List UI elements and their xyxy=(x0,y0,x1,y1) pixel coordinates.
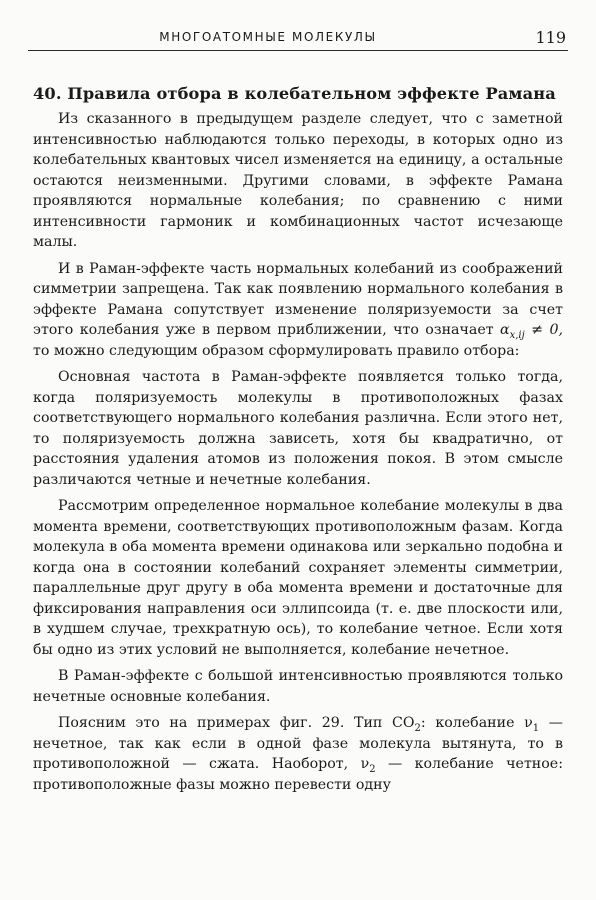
co2-subscript: 2 xyxy=(414,722,421,734)
paragraph-6-text-a: Поясним это на примерах фиг. 29. Тип CO xyxy=(58,715,415,731)
paragraph-6 xyxy=(33,713,563,795)
nu2-subscript: 2 xyxy=(369,763,376,775)
paragraph-6-text-d: — колебание четное: противоположные фазы можно перевести одну xyxy=(33,756,563,793)
paragraph-2-text-a: И в Раман-эффекте часть нормальных колебаний из соображений симметрии запрещена. Так как появлению нормального колебания в эффекте Рамана сопутствует изменение поляризуемости за счет этого колебания уже в первом приближении, что означает xyxy=(33,260,563,338)
paragraph-3: Основная частота в Раман-эффекте появляется только тогда, когда поляризуемость молекулы в противоположных фазах соответствующего нормального колебания различна. Если этого нет, то поляризуемость должна зависеть, хотя бы квадратично, от расстояния удаления атомов из положения покоя. В этом смысле различаются четные и нечетные колебания. xyxy=(33,369,563,488)
running-title: МНОГОАТОМНЫЕ МОЛЕКУЛЫ xyxy=(159,30,377,44)
paragraph-6-text-b: : колебание ν xyxy=(420,715,533,731)
formula-symbol: α xyxy=(500,322,510,338)
formula-rest: ≠ 0, xyxy=(524,322,563,338)
running-header xyxy=(28,28,568,51)
page-number: 119 xyxy=(535,28,566,47)
paragraph-6-text-c: — нечетное, так как если в одной фазе молекула вытянута, то в противоположной — сжата. Наоборот, ν xyxy=(33,715,563,772)
page-body xyxy=(33,84,563,801)
polarizability-formula xyxy=(500,322,563,341)
paragraph-5: В Раман-эффекте с большой интенсивностью проявляются только нечетные основные колебания. xyxy=(33,668,563,705)
section-heading: 40. Правила отбора в колебательном эффекте Рамана xyxy=(33,84,556,103)
paragraph-1: Из сказанного в предыдущем разделе следует, что с заметной интенсивностью наблюдаются только переходы, в которых одно из колебательных квантовых чисел изменяется на единицу, а остальные остаются неизменными. Другими словами, в эффекте Рамана проявляются нормальные колебания; по сравнению с ними интенсивности гармоник и комбинационных частот исчезающе малы. xyxy=(33,111,563,250)
nu1-subscript: 1 xyxy=(532,722,540,734)
paragraph-2 xyxy=(33,259,563,362)
formula-subscript: x,ij xyxy=(509,329,525,341)
paragraph-2-text-b: то можно следующим образом сформулировать правило отбора: xyxy=(33,342,520,359)
paragraph-4: Рассмотрим определенное нормальное колебание молекулы в два момента времени, соответствующих противоположным фазам. Когда молекула в оба момента времени одинакова или зеркально подобна и когда она в состоянии колебаний сохраняет элементы симметрии, параллельные друг другу в оба момента времени и достаточные для фиксирования направления оси эллипсоида (т. е. две плоскости или, в худшем случае, трехкратную ось), то колебание четное. Если хотя бы одно из этих условий не выполняется, колебание нечетное. xyxy=(33,498,563,658)
